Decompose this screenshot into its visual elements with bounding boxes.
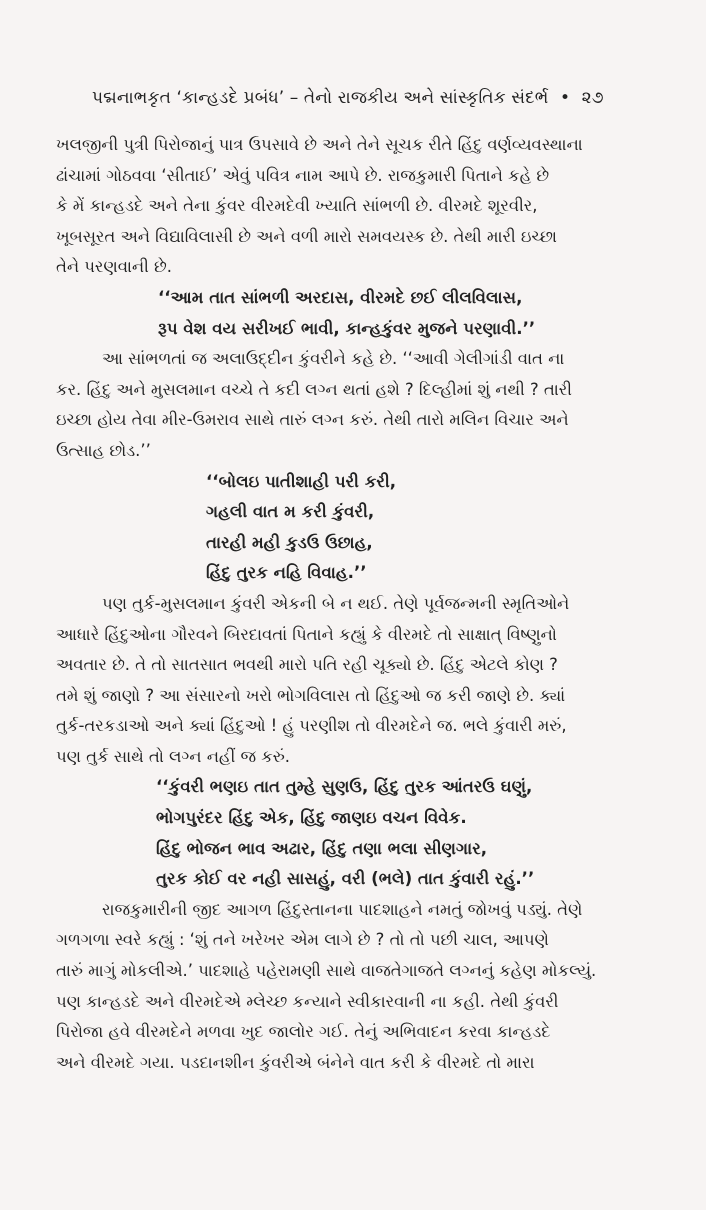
paragraph-line: તમે શું જાણો ? આ સંસારનો ખરો ભોગવિલાસ તો હિંદુઓ જ કરી જાણે છે. ક્યાં xyxy=(56,685,566,705)
paragraph-line: તુર્ક-તરકડાઓ અને ક્યાં હિંદુઓ ! હું પરણીશ તો વીરમદેને જ. ભલે કુંવારી મરું, xyxy=(56,716,567,736)
paragraph-line: અવતાર છે. તે તો સાતસાત ભવથી મારો પતિ રહી ચૂક્યો છે. હિંદુ એટલે કોણ ? xyxy=(56,655,558,675)
paragraph-line: પણ કાન્હડદે અને વીરમદેએ મ્લેચ્છ કન્યાને સ્વીકારવાની ના કહી. તેથી કુંવરી xyxy=(56,991,559,1011)
paragraph-line: ગળગળા સ્વરે કહ્યું : ‘શું તને ખરેખર એમ લાગે છે ? તો તો પછી ચાલ, આપણે xyxy=(56,930,549,950)
paragraph-line: રાજકુમારીની જીદ આગળ હિંદુસ્તાનના પાદશાહને નમતું જોખવું પડ્યું. તેણે xyxy=(102,899,583,919)
verse-line: રૂપ વેશ વય સરીખઈ ભાવી, કાન્હકુંવર મુજને પરણાવી.’’ xyxy=(158,318,536,338)
paragraph-line: કે મેં કાન્હડદે અને તેના કુંવર વીરમદેવી ખ્યાતિ સાંભળી છે. વીરમદે શૂરવીર, xyxy=(56,196,538,216)
verse-line: ‘‘કુંવરી ભણઇ તાત તુમ્હે સુણઉ, હિંદુ તુરક આંતરઉ ઘણું, xyxy=(156,777,533,797)
paragraph-line: આ સાંભળતાં જ અલાઉદ્દીન કુંવરીને કહે છે. ‘‘આવી ગેલીગાંડી વાત ના xyxy=(102,349,565,369)
verse-line: હિંદુ ભોજન ભાવ અઢાર, હિંદુ તણા ભલા સીણગાર, xyxy=(156,838,488,858)
paragraph-line: ખલજીની પુત્રી પિરોજાનું પાત્ર ઉપસાવે છે અને તેને સૂચક રીતે હિંદુ વર્ણવ્યવસ્થાના xyxy=(56,135,583,154)
verse-line: ‘‘આમ તાત સાંભળી અરદાસ, વીરમદે છઈ લીલવિલાસ, xyxy=(158,287,523,307)
paragraph-line: ઢાંચામાં ગોઠવવા ‘સીતાઈ’ એવું પવિત્ર નામ આપે છે. રાજકુમારી પિતાને કહે છે xyxy=(56,165,550,185)
body-text xyxy=(56,130,664,1078)
paragraph-line: કર. હિંદુ અને મુસલમાન વચ્ચે તે કદી લગ્ન થતાં હશે ? દિલ્હીમાં શું નથી ? તારી xyxy=(56,379,572,399)
verse-line: તુરક કોઈ વર નહી સાસહું, વરી (ભલે) તાત કુંવારી રહું.’’ xyxy=(156,869,535,889)
verse-line: ‘‘બોલઇ પાતીશાહી પરી કરી, xyxy=(206,471,397,491)
running-title: પદ્મનાભકૃત ‘કાન્હડદે પ્રબંધ’ – તેનો રાજકીય અને સાંસ્કૃતિક સંદર્ભ xyxy=(92,88,549,108)
paragraph-line: અને વીરમદે ગયા. પડદાનશીન કુંવરીએ બંનેને વાત કરી કે વીરમદે તો મારા xyxy=(56,1052,535,1072)
paragraph-line: પણ તુર્ક-મુસલમાન કુંવરી એકની બે ન થઈ. તેણે પૂર્વજન્મની સ્મૃતિઓને xyxy=(102,593,570,613)
bullet-separator: • xyxy=(559,88,571,108)
paragraph-line: ઇચ્છા હોય તેવા મીર-ઉમરાવ સાથે તારું લગ્ન કરું. તેથી તારો મલિન વિચાર અને xyxy=(56,410,569,430)
running-header xyxy=(92,86,672,110)
page-number: ૨૭ xyxy=(581,88,604,108)
verse-line: તારહી મહી કુડઉ ઉછાહ, xyxy=(206,532,373,552)
verse-line: હિંદુ તુરક નહિ વિવાહ.’’ xyxy=(206,563,367,583)
paragraph-line: ખૂબસૂરત અને વિદ્યાવિલાસી છે અને વળી મારો સમવયસ્ક છે. તેથી મારી ઇચ્છા xyxy=(56,226,557,246)
verse-line: ગહલી વાત મ કરી કુંવરી, xyxy=(206,502,375,522)
paragraph-line: આધારે હિંદુઓના ગૌરવને બિરદાવતાં પિતાને કહ્યું કે વીરમદે તો સાક્ષાત્ વિષ્ણુનો xyxy=(56,624,557,644)
paragraph-line: તારું માગું મોકલીએ.’ પાદશાહે પહેરામણી સાથે વાજતેગાજતે લગ્નનું કહેણ મોકલ્યું. xyxy=(56,961,597,981)
paragraph-line: પિરોજા હવે વીરમદેને મળવા ખુદ જાલોર ગઈ. તેનું અભિવાદન કરવા કાન્હડદે xyxy=(56,1022,551,1042)
paragraph-line: ઉત્સાહ છોડ.’’ xyxy=(56,440,151,460)
verse-line: ભોગપુરંદર હિંદુ એક, હિંદુ જાણઇ વચન વિવેક. xyxy=(156,808,467,828)
paragraph-line: પણ તુર્ક સાથે તો લગ્ન નહીં જ કરું. xyxy=(56,746,290,766)
paragraph-line: તેને પરણવાની છે. xyxy=(56,257,172,277)
